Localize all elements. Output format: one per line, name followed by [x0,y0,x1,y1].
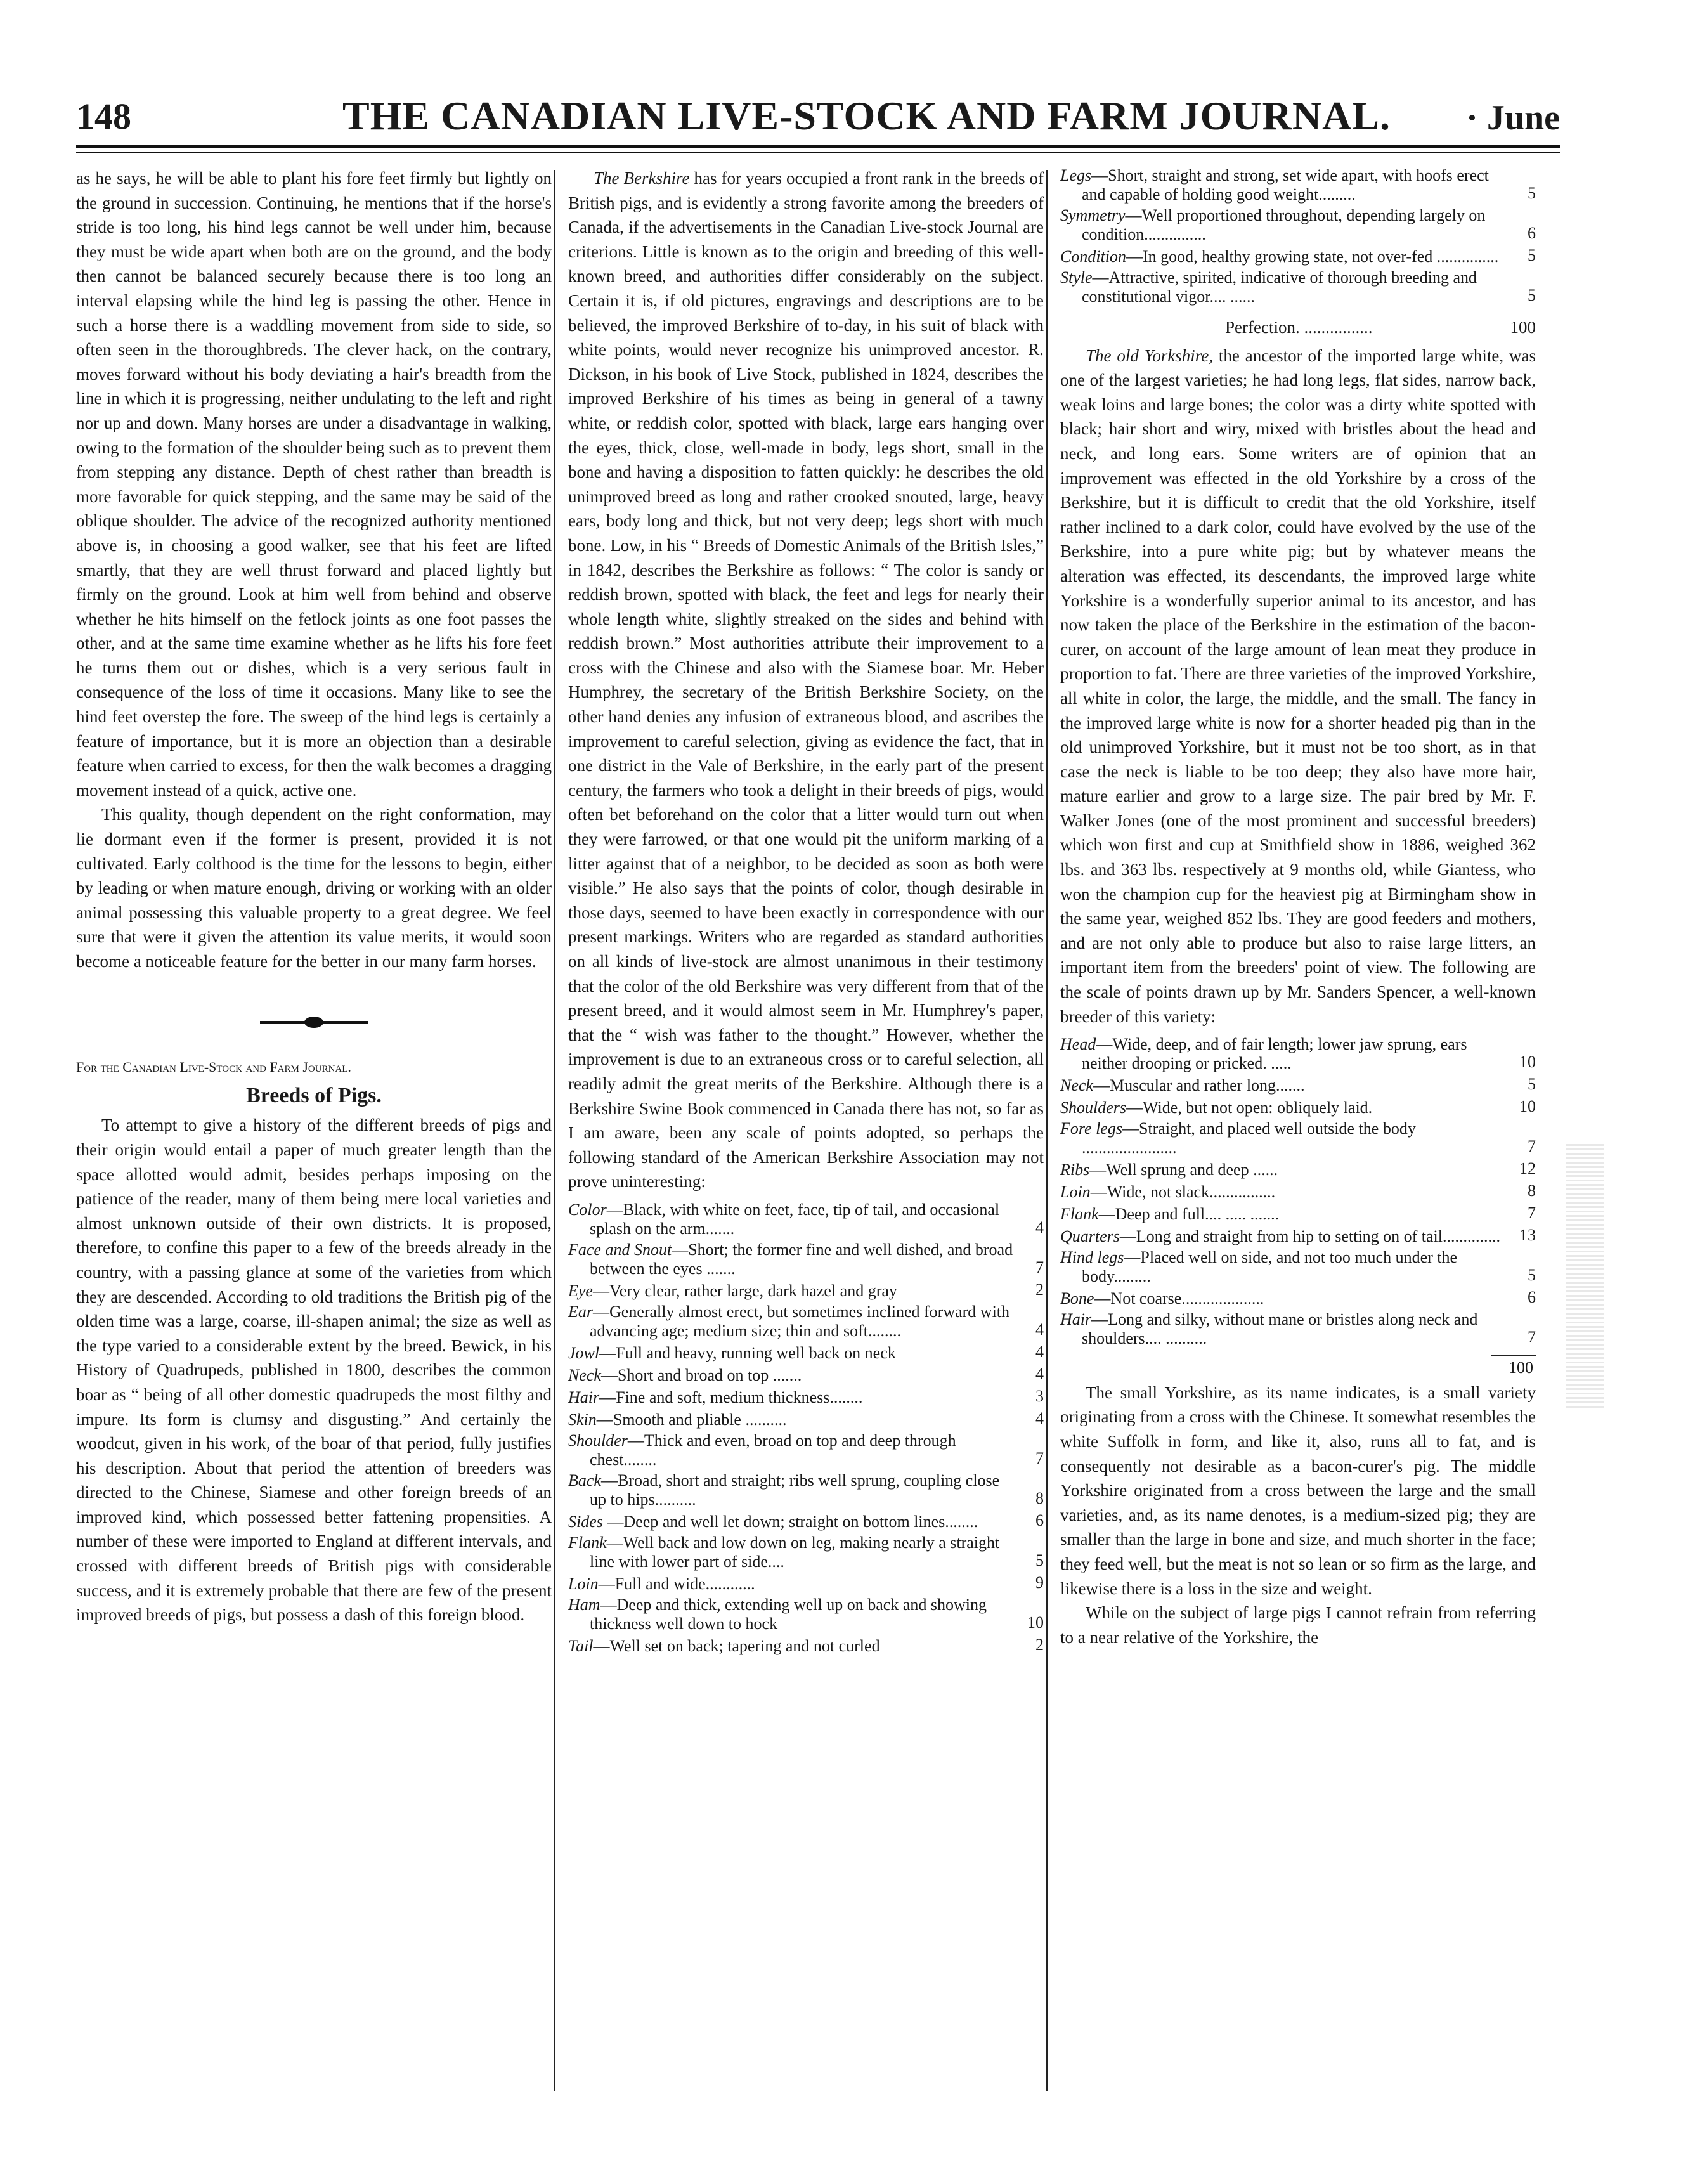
scale-item-description: —Short and broad on top ....... [600,1365,802,1384]
scale-item-description: —Generally almost erect, but sometimes inclined forward with advancing age; medium size; thin and soft........ [590,1302,1010,1340]
column-1 [76,166,552,1627]
scale-item-description: —Well back and low down on leg, making nearly a straight line with lower part of side.... [590,1533,1000,1571]
scale-item-points: 4 [1035,1320,1044,1339]
scale-item-description: —Well set on back; tapering and not curled [593,1636,880,1655]
page-number: 148 [76,96,131,137]
section-ornament [76,1006,552,1030]
scale-item-points: 4 [1035,1342,1044,1361]
scale-item-points: 5 [1528,1075,1536,1094]
yorkshire-scale-of-points [1060,1035,1536,1348]
scale-item-points: 10 [1519,1053,1536,1072]
scale-item-description: —Well proportioned throughout, depending largely on condition............... [1082,206,1486,244]
scale-item-description: —Thick and even, broad on top and deep through chest........ [590,1431,956,1469]
scale-item-points: 10 [1027,1613,1044,1632]
perfection-value: 100 [1510,318,1536,337]
scale-total: 100 [1509,1358,1533,1377]
paragraph: as he says, he will be able to plant his fore feet firmly but lightly on the ground in succession. Continuing, he mentions that if the horse's stride is too long, his hind legs cannot be well under him, because they must be wide apart when both are on the ground, and the body then cannot be balanced securely because there is too long an interval elapsing while the hind leg is passing the other. Hence in such a horse there is a waddling movement from side to side, so often seen in the thoroughbreds. The clever hack, on the contrary, moves forward without his body deviating a hair's breadth from the line in which it is progressing, neither undulating to the left and right nor up and down. Many horses are under a disadvantage in walking, owing to the formation of the shoulder being such as to prevent them from stepping any distance. Depth of chest rather than breadth is more favorable for quick stepping, and the same may be said of the oblique shoulder. The advice of the recognized authority mentioned above is, in choosing a good walker, see that his feet are lifted smartly, that they are well thrust forward and placed lightly but firmly on the ground. Look at him well from behind and observe whether he hits himself on the fetlock joints as one foot passes the other, and at the same time examine whether as he lifts his fore feet he turns them out or dishes, which is a very serious fault in consequence of the loss of time it occasions. Many like to see the hind feet overstep the fore. The sweep of the hind legs is certainly a feature of importance, but it is more an objection than a desirable feature when carried to excess, for then the walk becomes a dragging movement instead of a quick, active one. [76,169,552,800]
scale-item-points: 8 [1528,1181,1536,1200]
scale-item-label: Jowl [568,1343,600,1362]
scale-item [1060,166,1536,204]
header-rule-thin [76,152,1560,153]
scale-item-points: 4 [1035,1218,1044,1237]
paragraph: This quality, though dependent on the right conformation, may lie dormant even if the former is present, provided it is not cultivated. Early colthood is the time for the lessons to begin, either by leading or when mature enough, driving or working with an older animal possessing this valuable property to a great degree. We feel sure that were it given the attention its value merits, it would soon become a noticeable feature for the better in our many farm horses. [76,805,552,971]
scale-item-label: Fore legs [1060,1119,1122,1138]
scale-item-label: Shoulder [568,1431,628,1450]
scale-item-description: —Deep and well let down; straight on bottom lines........ [602,1512,978,1531]
scale-item-description: —Full and heavy, running well back on neck [599,1343,896,1362]
scale-item-points: 12 [1519,1159,1536,1178]
scale-item-description: —Straight, and placed well outside the body ....................... [1082,1119,1416,1157]
scale-item [568,1365,1044,1385]
scale-item-description: —Long and straight from hip to setting on of tail.............. [1119,1227,1501,1246]
scale-item-description: —Broad, short and straight; ribs well sprung, coupling close up to hips.......... [590,1471,1000,1509]
section-title: Breeds of Pigs. [246,1083,382,1107]
breed-name: The old Yorkshire, [1086,346,1214,365]
scale-item-points: 6 [1528,1288,1536,1307]
scale-item [1060,1310,1536,1348]
scale-item-label: Condition [1060,247,1127,266]
column-divider [1046,170,1048,2091]
breed-name: The Berkshire [594,169,690,188]
column-divider [554,170,555,2091]
issue-month: · June [1466,98,1560,138]
column-2 [568,166,1044,1662]
scale-item-label: Hair [1060,1310,1092,1329]
scale-item-points: 5 [1528,1266,1536,1285]
paragraph: The small Yorkshire, as its name indicates, is a small variety originating from a cross with the Chinese. It somewhat resembles the white Suffolk in form, and like it, also, runs all to fat, and is consequently not desirable as a bacon-curer's pig. The middle Yorkshire originated from a cross between the large and the small varieties, and, as its name denotes, is a medium-sized pig; they are smaller than the large in bone and size, and much shorter in the face; they feed well, but the meat is not so lean or so firm as the large, and likewise there is a loss in the size and weight. [1060,1382,1536,1598]
scale-item-points: 5 [1528,286,1536,304]
scale-item [568,1431,1044,1469]
scale-item-points: 6 [1528,224,1536,242]
scale-item-label: Style [1060,268,1093,287]
scale-item-description: —Fine and soft, medium thickness........ [599,1388,863,1407]
scale-item-label: Ear [568,1302,593,1321]
scale-item-points: 4 [1035,1364,1044,1383]
scale-item-description: —Attractive, spirited, indicative of thorough breeding and constitutional vigor.... ...... [1082,268,1477,306]
scale-item-description: —Deep and thick, extending well up on back and showing thickness well down to hock [590,1595,987,1633]
scale-item-description: —Wide, but not open: obliquely laid. [1126,1098,1373,1117]
scale-item [568,1342,1044,1363]
print-edge-mark [1566,1141,1604,1408]
scale-item [568,1280,1044,1301]
scale-item [568,1240,1044,1278]
scale-item-label: Hair [568,1388,600,1407]
scale-item [1060,268,1536,306]
scale-item [1060,1097,1536,1117]
scale-item-label: Skin [568,1410,597,1429]
scale-item-label: Head [1060,1035,1096,1054]
paragraph: The Berkshire has for years occupied a front rank in the breeds of British pigs, and is evidently a strong favorite among the breeders of Canada, if the advertisements in the Canadian Live-stock Journal are criterions. Little is known as to the origin and breeding of this well-known breed, and authorities differ considerably on the subject. Certain it is, if old pictures, engravings and descriptions are to be believed, the improved Berkshire of to-day, in his suit of black with white points, would never recognize his unimproved ancestor. R. Dickson, in his book of Live Stock, published in 1824, describes the improved Berkshire of his times as being in general of a tawny white, or reddish color, spotted with black, large ears hanging over the eyes, thick, close, well-made in body, legs short, small in the bone and having a disposition to fatten quickly: he describes the old unimproved breed as long and rather crooked snouted, large, heavy ears, body long and thick, but not very deep; legs short with much bone. Low, in his “ Breeds of Domestic Animals of the British Isles,” in 1842, describes the Berkshire as follows: “ The color is sandy or reddish brown, spotted with black, the feet and legs for nearly their whole length white, slightly streaked on the sides and behind with reddish brown.” Most authorities attribute their improvement to a cross with the Chinese and also with the Siamese boar. Mr. Heber Humphrey, the secretary of the British Berkshire Society, on the other hand denies any infusion of extraneous blood, and ascribes the improvement to careful selection, giving as evidence the fact, that in one district in the Vale of Berkshire, in the early part of the present century, the farmers who took a delight in their breeds of pigs, would often bet beforehand on the color that a litter would turn out when they were farrowed, or that one would pit the uniform marking of a litter against that of a neighbor, to be decided as soon as both were visible.” He also says that the points of color, though desirable in those days, seemed to have been exactly in correspondence with our present markings. Writers who are regarded as standard authorities on all kinds of live-stock are almost unanimous in their testimony that the color of the old Berkshire was very different from that of the present breed, and it would almost seem in Mr. Humphrey's paper, that the “ wish was father to the thought.” However, whether the improvement is due to an extraneous cross or to careful selection, all readily admit the great merits of the Berkshire. Although there is a Berkshire Swine Book commenced in Canada there has not, so far as I am aware, been any scale of points adopted, so perhaps the following standard of the American Berkshire Association may not prove uninteresting: [568,169,1044,1192]
paragraph: The old Yorkshire, the ancestor of the imported large white, was one of the largest varieties; he had long legs, flat sides, narrow back, weak loins and large bones; the color was a dirty white spotted with black; hair short and wiry, mixed with bristles about the head and neck, and long ears. Some writers are of opinion that an improvement was effected in the old Yorkshire by a cross of the Berkshire, but it is difficult to credit that the old Yorkshire, itself rather inclined to a dark color, could have evolved by the use of the Berkshire, into a pure white pig; but by whatever means the alteration was effected, its descendants, the improved large white Yorkshire is a wonderfully superior animal to its ancestor, and has now taken the place of the Berkshire in the estimation of the bacon-curer, on account of the large amount of lean meat they produce in proportion to fat. There are three varieties of the improved Yorkshire, all white in color, the large, the middle, and the small. The fancy in the improved large white is now for a shorter headed pig than in the old unimproved Yorkshire, but it must not be too short, as in that case the neck is liable to be too deep; they also have more hair, mature earlier and grow to a large size. The pair bred by Mr. F. Walker Jones (one of the most prominent and successful breeders) which won first and cup at Smithfield show in 1886, weighed 362 lbs. and 363 lbs. respectively at 9 months old, while Giantess, who won the champion cup for the heaviest pig at Birmingham show in the same year, weighed 852 lbs. They are good feeders and mothers, and are not only able to produce but also to raise large litters, an important item from the breeders' point of view. The following are the scale of points drawn up by Mr. Sanders Spencer, a well-known breeder of this variety: [1060,346,1536,1026]
scale-item-label: Face and Snout [568,1240,672,1259]
perfection-total [1060,315,1536,340]
scale-item-points: 7 [1528,1137,1536,1156]
scale-item-description: —Full and wide............ [598,1574,755,1593]
scale-item-description: —Wide, not slack................ [1090,1183,1276,1202]
scale-item-points: 7 [1528,1204,1536,1223]
scale-item [1060,1075,1536,1095]
scale-item-label: Back [568,1471,601,1490]
scale-item-description: —Black, with white on feet, face, tip of tail, and occasional splash on the arm....... [590,1200,1000,1238]
scale-item-points: 4 [1035,1408,1044,1427]
header-rule [76,145,1560,148]
scale-item [568,1387,1044,1407]
scale-item-description: —Very clear, rather large, dark hazel and gray [592,1281,897,1300]
scale-item [1060,206,1536,244]
scale-item-points: 5 [1528,184,1536,202]
column-3 [1060,166,1536,1649]
scale-item-points: 2 [1035,1280,1044,1299]
scale-item-label: Eye [568,1281,593,1300]
scale-item-points: 10 [1519,1097,1536,1116]
scale-item [1060,1248,1536,1286]
scale-item-description: —Placed well on side, and not too much under the body......... [1082,1248,1458,1286]
scale-item [568,1573,1044,1594]
scale-item-points: 5 [1528,246,1536,264]
scale-item-description: —Well sprung and deep ...... [1089,1160,1278,1180]
scale-item-description: —In good, healthy growing state, not over-fed ............... [1126,247,1499,266]
perfection-label: Perfection. ................ [1225,318,1373,337]
scale-item-description: —Short; the former fine and well dished, and broad between the eyes ....... [590,1240,1013,1278]
scale-item [1060,1204,1536,1224]
scale-item-label: Quarters [1060,1227,1120,1246]
scale-item-points: 8 [1035,1488,1044,1507]
scale-item [1060,1181,1536,1202]
scale-item-label: Shoulders [1060,1098,1126,1117]
page-header [76,89,1560,146]
paragraph: While on the subject of large pigs I cannot refrain from referring to a near relative of the Yorkshire, the [1060,1603,1536,1647]
scale-item-label: Loin [1060,1183,1091,1202]
scale-item-description: —Wide, deep, and of fair length; lower jaw sprung, ears neither drooping or pricked. ..... [1082,1035,1467,1073]
scale-item-label: Hind legs [1060,1248,1124,1267]
scale-item-label: Loin [568,1574,599,1593]
byline: For the Canadian Live-Stock and Farm Journal. [76,1059,351,1076]
scale-item-label: Flank [568,1533,607,1552]
berkshire-scale-continued [1060,166,1536,306]
scale-item-label: Neck [568,1365,601,1384]
scale-item-description: —Not coarse.................... [1094,1289,1264,1308]
scale-item-description: —Deep and full.... ..... ....... [1098,1205,1280,1224]
scale-item-label: Bone [1060,1289,1094,1308]
scale-item-description: —Long and silky, without mane or bristles along neck and shoulders.... .......... [1082,1310,1478,1348]
scale-item-label: Ribs [1060,1160,1090,1180]
paragraph: To attempt to give a history of the different breeds of pigs and their origin would entail a paper of much greater length than the space allotted would admit, besides perhaps imposing on the patience of the reader, many of them being mere local varieties and almost unknown outside of their own districts. It is proposed, therefore, to confine this paper to a few of the breeds already in the country, with a passing glance at some of the varieties from which they are descended. According to old traditions the British pig of the olden time was a large, coarse, ill-shapen animal; the size as well as the type varied to a considerable extent by the breed. Bewick, in his History of Quadrupeds, published in 1800, describes the common boar as “ being of all other domestic quadrupeds the most filthy and impure. Its form is clumsy and disgusting.” And certainly the woodcut, given in his work, of the boar of that period, fully justifies his description. About that period the attention of breeders was directed to the Chinese, Siamese and other foreign breeds of an improved kind, which possessed better fattening propensities. A number of these were imported to England at different intervals, and crossed with different breeds of British pigs with considerable success, and it is extremely probable that there are few of the present improved breeds of pigs, but possess a dash of this foreign blood. [76,1115,552,1625]
scale-item-points: 9 [1035,1573,1044,1592]
scale-item-points: 6 [1035,1511,1044,1530]
scale-item-label: Color [568,1200,607,1219]
scale-item [1060,1226,1536,1246]
scale-item-points: 13 [1519,1226,1536,1245]
scale-item-label: Ham [568,1595,600,1614]
scale-item [1060,1119,1536,1157]
scale-item-points: 5 [1035,1550,1044,1570]
scale-item-label: Sides [568,1512,603,1531]
scale-item [1060,1159,1536,1180]
scale-item-label: Flank [1060,1205,1099,1224]
scale-item [568,1200,1044,1238]
scale-item-label: Neck [1060,1076,1093,1095]
scale-item [568,1303,1044,1341]
scale-item [1060,1035,1536,1073]
scale-item-description: —Smooth and pliable .......... [596,1410,787,1429]
scale-item-points: 2 [1035,1635,1044,1654]
scale-item [568,1533,1044,1571]
scale-item [568,1511,1044,1531]
scale-item-label: Tail [568,1636,594,1655]
scale-item [568,1409,1044,1429]
scale-item [568,1471,1044,1509]
scale-item [568,1596,1044,1634]
scale-item-description: —Short, straight and strong, set wide apart, with hoofs erect and capable of holding good weight......... [1082,166,1489,204]
berkshire-scale-of-points [568,1200,1044,1656]
scale-item-description: —Muscular and rather long....... [1093,1076,1305,1095]
scale-item-points: 7 [1035,1448,1044,1467]
scale-item-label: Legs [1060,166,1092,185]
scale-item-points: 7 [1528,1328,1536,1347]
scale-item [1060,1288,1536,1308]
scale-item-points: 7 [1035,1258,1044,1277]
journal-title: THE CANADIAN LIVE-STOCK AND FARM JOURNAL. [342,93,1391,138]
scale-item [568,1635,1044,1656]
scale-item-points: 3 [1035,1386,1044,1405]
scale-item [1060,246,1536,266]
scale-item-label: Symmetry [1060,206,1126,224]
